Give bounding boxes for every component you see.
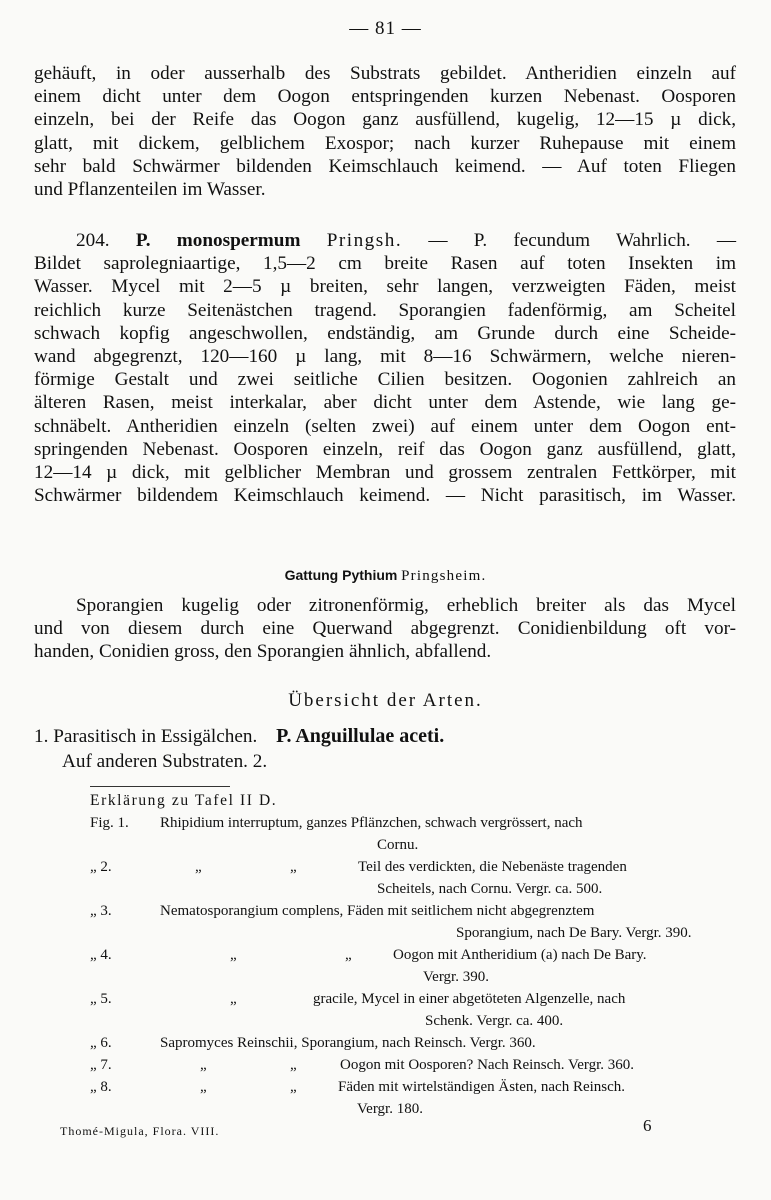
- fig-caption: Rhipidium interruptum, ganzes Pflänzchen, schwach vergrössert, nach: [160, 815, 583, 831]
- ditto-mark: „: [200, 1079, 207, 1095]
- text-line: einzeln, bei der Reife das Oogon ganz ausfüllend, kugelig, 12—15 µ dick,: [34, 109, 736, 131]
- fig-caption-cont: Schenk. Vergr. ca. 400.: [425, 1013, 564, 1029]
- text-line: einem dicht unter dem Oogon entspringenden kurzen Nebenast. Oosporen: [34, 86, 736, 108]
- species-author: Pringsh.: [326, 230, 403, 251]
- fig-label: „ 4.: [90, 947, 112, 963]
- key-entry-2: Auf anderen Substraten. 2.: [62, 751, 268, 772]
- fig-label: „ 3.: [90, 903, 112, 919]
- ditto-mark: „: [230, 991, 237, 1007]
- fig-caption-cont: Sporangium, nach De Bary. Vergr. 390.: [456, 925, 692, 941]
- fig-caption: Oogon mit Oosporen? Nach Reinsch. Vergr. 360.: [340, 1057, 634, 1073]
- text-line: förmige Gestalt und zwei seitliche Cilien besitzen. Oogonien zahlreich an: [34, 369, 736, 391]
- key-entry-1-text: 1. Parasitisch in Essigälchen.: [34, 726, 258, 747]
- key-entry-1: [34, 725, 444, 748]
- ditto-mark: „: [230, 947, 237, 963]
- fig-caption: Sapromyces Reinschii, Sporangium, nach Reinsch. Vergr. 360.: [160, 1035, 536, 1051]
- text-line: sehr bald Schwärmer bildenden Keimschlauch keimend. — Auf toten Fliegen: [34, 155, 736, 177]
- text-line: springenden Nebenast. Oosporen einzeln, reif das Oogon ganz ausfüllend, glatt,: [34, 438, 736, 460]
- text-line: handen, Conidien gross, den Sporangien ähnlich, abfallend.: [34, 641, 492, 663]
- text-line: Bildet saprolegniaartige, 1,5—2 cm breite Rasen auf toten Insekten im: [34, 253, 736, 275]
- genus-author: Pringsheim.: [401, 568, 487, 584]
- overview-title: Übersicht der Arten.: [288, 690, 483, 711]
- text-line: reichlich kurze Seitenästchen tragend. Sporangien fadenförmig, am Scheitel: [34, 299, 736, 321]
- ditto-mark: „: [195, 859, 202, 875]
- fig-label: „ 7.: [90, 1057, 112, 1073]
- fig-caption-cont: Scheitels, nach Cornu. Vergr. ca. 500.: [377, 881, 603, 897]
- fig-caption: Nematosporangium complens, Fäden mit seitlichem nicht abgegrenztem: [160, 903, 595, 919]
- text-line: Schwärmer bildendem Keimschlauch keimend. — Nicht parasitisch, im Wasser.: [34, 485, 736, 507]
- text-line: 12—14 µ dick, mit gelblicher Membran und grossem zentralen Fettkörper, mit: [34, 461, 736, 483]
- section-divider: [90, 786, 230, 787]
- fig-caption: gracile, Mycel in einer abgetöteten Algenzelle, nach: [313, 991, 626, 1007]
- text-line: und Pflanzenteilen im Wasser.: [34, 178, 266, 200]
- fig-caption: Oogon mit Antheridium (a) nach De Bary.: [393, 947, 647, 963]
- ditto-mark: „: [290, 1079, 297, 1095]
- text-line: gehäuft, in oder ausserhalb des Substrats gebildet. Antheridien einzeln auf: [34, 63, 736, 84]
- ditto-mark: „: [290, 1057, 297, 1073]
- text-line: Sporangien kugelig oder zitronenförmig, erheblich breiter als das Mycel: [76, 595, 736, 616]
- text-line: und von diesem durch eine Querwand abgegrenzt. Conidienbildung oft vor-: [34, 618, 736, 640]
- signature-mark: 6: [643, 1116, 652, 1135]
- species-number: 204.: [76, 230, 110, 251]
- fig-label: „ 6.: [90, 1035, 112, 1051]
- fig-label: „ 8.: [90, 1079, 112, 1095]
- species-name: P. monospermum: [135, 230, 301, 251]
- fig-label: „ 2.: [90, 859, 112, 875]
- fig-caption-cont: Vergr. 180.: [357, 1101, 423, 1117]
- fig-caption: Fäden mit wirtelständigen Ästen, nach Reinsch.: [338, 1079, 626, 1095]
- text-line: glatt, mit dickem, gelblichem Exospor; nach kurzer Ruhepause mit einem: [34, 132, 736, 154]
- plate-title: Erklärung zu Tafel II D.: [90, 792, 278, 809]
- fig-caption-cont: Cornu.: [377, 837, 419, 853]
- text-line: schwach kopfig angeschwollen, endständig, am Grunde durch eine Scheide-: [34, 322, 736, 344]
- ditto-mark: „: [345, 947, 352, 963]
- ditto-mark: „: [290, 859, 297, 875]
- text-line: älteren Rasen, meist interkalar, aber dicht unter dem Astende, wie lang ge-: [34, 392, 736, 414]
- text-line: wand abgegrenzt, 120—160 µ lang, mit 8—16 Schwärmern, welche nieren-: [34, 345, 736, 367]
- text-line: Wasser. Mycel mit 2—5 µ breiten, sehr langen, verzweigten Fäden, meist: [34, 276, 736, 298]
- intro-paragraph: [34, 62, 736, 201]
- fig-label: Fig. 1.: [90, 815, 129, 831]
- ditto-mark: „: [200, 1057, 207, 1073]
- key-entry-1-species: P. Anguillulae aceti.: [276, 725, 445, 747]
- species-entry: [34, 229, 736, 507]
- fig-label: „ 5.: [90, 991, 112, 1007]
- genus-label: Gattung Pythium: [284, 567, 398, 583]
- species-synonym: — P. fecundum Wahrlich. —: [428, 230, 737, 251]
- species-heading-line: [34, 229, 736, 252]
- text-line: schnäbelt. Antheridien einzeln (selten zwei) auf einem unter dem Oogon ent-: [34, 415, 736, 437]
- fig-caption-cont: Vergr. 390.: [423, 969, 489, 985]
- genus-heading: [0, 567, 771, 585]
- genus-description: [34, 594, 736, 664]
- fig-caption: Teil des verdickten, die Nebenäste tragenden: [358, 859, 627, 875]
- footer-publication: Thomé-Migula, Flora. VIII.: [60, 1124, 220, 1138]
- page-number: — 81 —: [349, 18, 422, 39]
